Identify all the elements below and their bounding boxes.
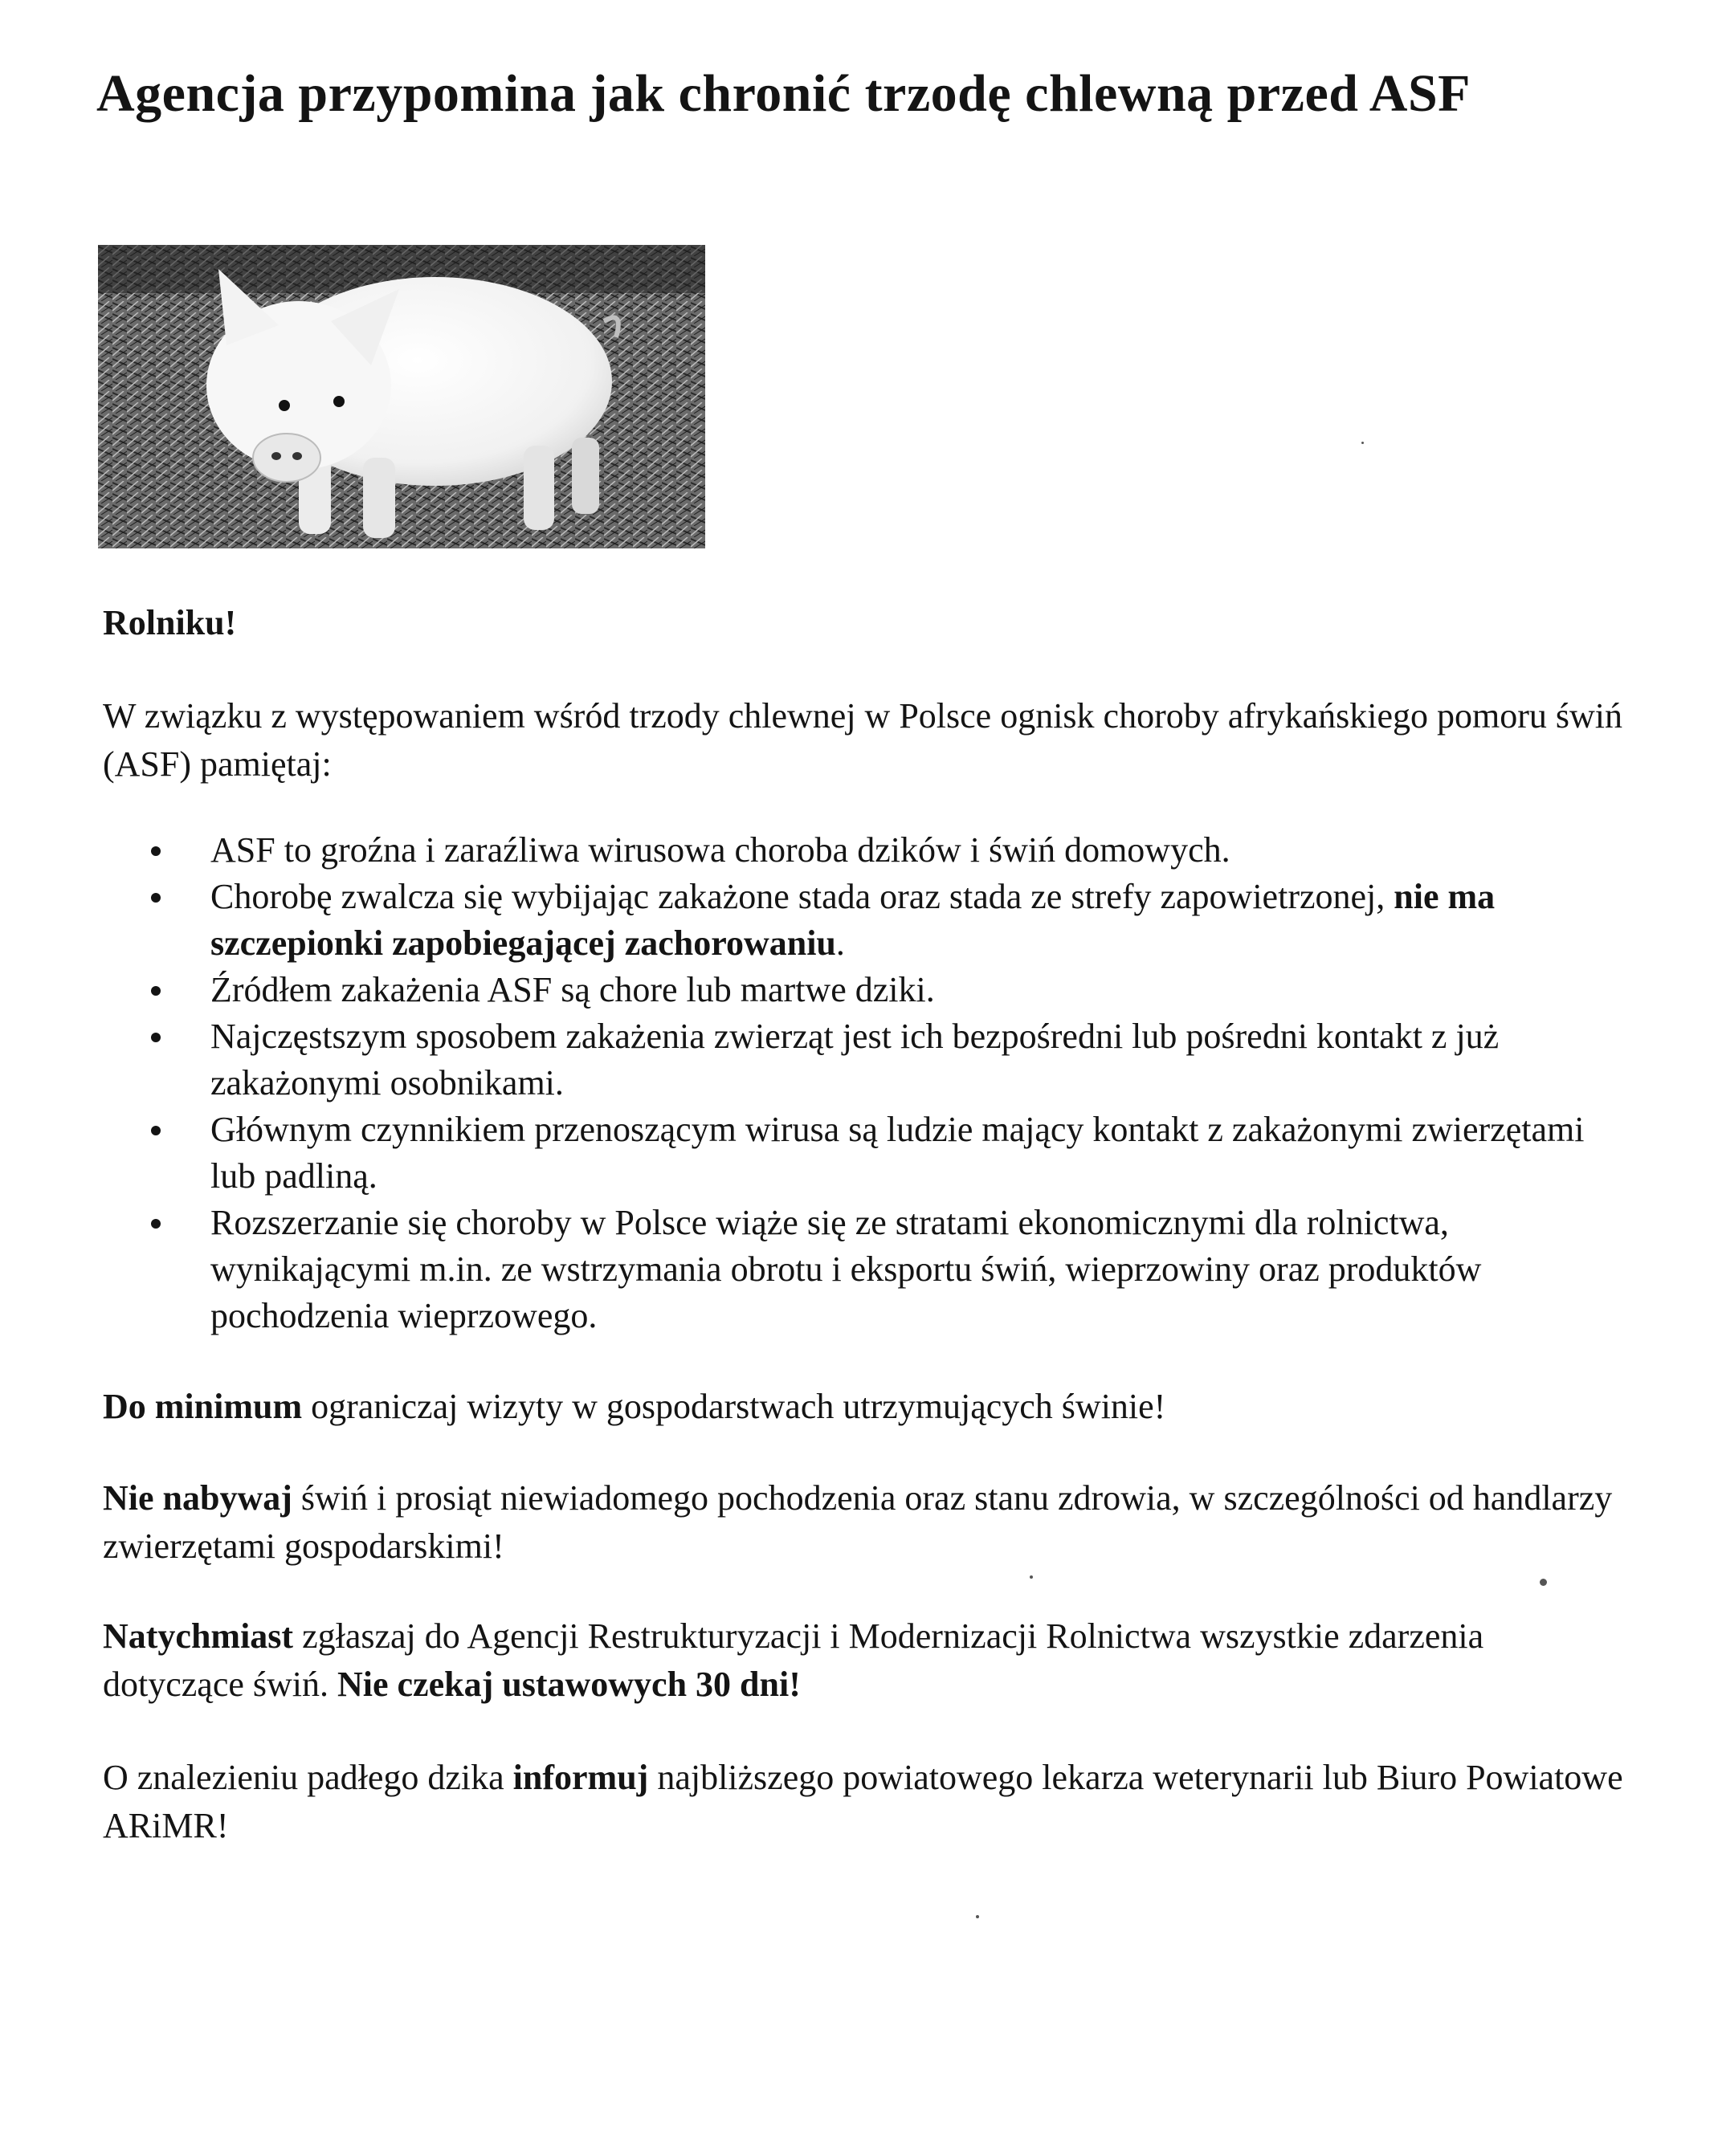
bullet-icon: [151, 1033, 161, 1042]
bullet-bold-text: nie ma szczepionki zapobiegającej zachorowaniu: [210, 877, 1496, 963]
bullet-text: Głównym czynnikiem przenoszącym wirusa są ludzie mający kontakt z zakażonymi zwierzętami lub padliną.: [210, 1110, 1585, 1196]
paragraph-bold-2: Nie czekaj ustawowych 30 dni!: [337, 1665, 801, 1704]
paragraph-natychmiast: [103, 1612, 1629, 1709]
intro-paragraph: W związku z występowaniem wśród trzody chlewnej w Polsce ognisk choroby afrykańskiego pomoru świń (ASF) pamiętaj:: [103, 696, 1622, 784]
list-item: [103, 1200, 1629, 1339]
pig-photo-graphic: [98, 245, 705, 548]
scan-speck: [1540, 1579, 1547, 1586]
paragraph-text: zgłaszaj do Agencji Restrukturyzacji i Modernizacji Rolnictwa wszystkie zdarzenia dotyczące świń.: [103, 1616, 1484, 1704]
paragraph-bold: informuj: [512, 1758, 649, 1797]
paragraph-nabywaj: [103, 1474, 1629, 1571]
bullet-icon: [151, 986, 161, 996]
paragraph-bold: Nie nabywaj: [103, 1478, 292, 1518]
paragraph-text-2: najbliższego powiatowego lekarza weterynarii lub Biuro Powiatowe ARiMR!: [103, 1758, 1623, 1845]
paragraph-dzik: [103, 1754, 1629, 1850]
scan-speck: [1361, 442, 1364, 444]
paragraph-bold: Do minimum: [103, 1387, 303, 1426]
pig-photo: [98, 245, 705, 548]
list-item: [103, 1107, 1629, 1200]
scan-speck: [976, 1915, 979, 1918]
bullet-icon: [151, 846, 161, 856]
bullet-icon: [151, 893, 161, 903]
list-item: [103, 1013, 1629, 1107]
scan-speck: [1030, 1575, 1033, 1579]
greeting: Rolniku!: [103, 603, 237, 642]
paragraph-bold: Natychmiast: [103, 1616, 294, 1656]
bullet-text: ASF to groźna i zaraźliwa wirusowa choroba dzików i świń domowych.: [210, 830, 1230, 870]
list-item: [103, 827, 1629, 874]
bullet-icon: [151, 1126, 161, 1135]
paragraph-minimum: [103, 1383, 1629, 1431]
bullet-text: Najczęstszym sposobem zakażenia zwierząt jest ich bezpośredni lub pośredni kontakt z już zakażonymi osobnikami.: [210, 1017, 1500, 1102]
bullet-tail: .: [835, 923, 845, 963]
bullet-text: Chorobę zwalcza się wybijając zakażone stada oraz stada ze strefy zapowietrzonej,: [210, 877, 1394, 916]
paragraph-text: świń i prosiąt niewiadomego pochodzenia oraz stanu zdrowia, w szczególności od handlarzy zwierzętami gospodarskimi!: [103, 1478, 1613, 1566]
bullet-list: [103, 827, 1629, 1339]
page-title: Agencja przypomina jak chronić trzodę chlewną przed ASF: [96, 64, 1471, 123]
bullet-icon: [151, 1219, 161, 1229]
paragraph-text: O znalezieniu padłego dzika: [103, 1758, 513, 1797]
list-item: [103, 874, 1629, 967]
bullet-text: Źródłem zakażenia ASF są chore lub martwe dziki.: [210, 970, 935, 1009]
list-item: [103, 967, 1629, 1013]
paragraph-text: ograniczaj wizyty w gospodarstwach utrzymujących świnie!: [302, 1387, 1166, 1426]
bullet-text: Rozszerzanie się choroby w Polsce wiąże się ze stratami ekonomicznymi dla rolnictwa, wynikającymi m.in. ze wstrzymania obrotu i eksportu świń, wieprzowiny oraz produktów pochodzenia wieprzowego.: [210, 1203, 1482, 1335]
